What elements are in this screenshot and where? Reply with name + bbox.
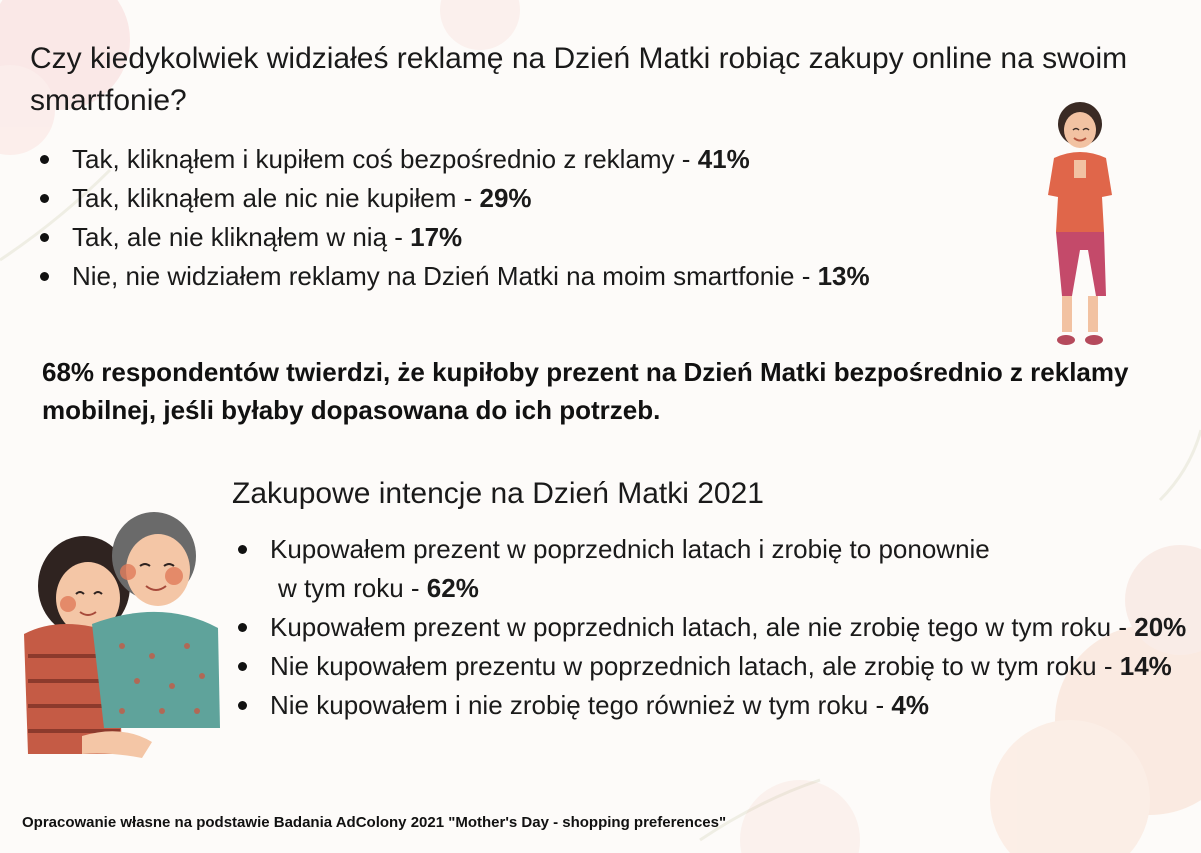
item-percentage: 41% — [697, 144, 750, 174]
source-note: Opracowanie własne na podstawie Badania AdColony 2021 "Mother's Day - shopping preferences" — [22, 814, 727, 831]
bullet-icon — [40, 194, 49, 203]
item-percentage: 29% — [479, 183, 532, 213]
item-percentage: 4% — [891, 690, 929, 720]
bullet-icon — [40, 155, 49, 164]
intention-item — [270, 647, 1190, 686]
intentions-list — [270, 530, 1190, 725]
intention-item — [270, 530, 1190, 608]
item-text: Tak, kliknąłem ale nic nie kupiłem - — [72, 183, 480, 213]
item-percentage: 62% — [426, 573, 479, 603]
item-percentage: 14% — [1119, 651, 1172, 681]
intention-item — [270, 686, 1190, 725]
survey-answer — [72, 140, 1032, 179]
survey-answer — [72, 218, 1032, 257]
bullet-icon — [238, 545, 247, 554]
bullet-icon — [238, 623, 247, 632]
survey-answer-list — [72, 140, 1032, 296]
item-text: Kupowałem prezent w poprzednich latach i zrobię to ponownie — [270, 534, 990, 564]
item-percentage: 20% — [1134, 612, 1187, 642]
item-percentage: 17% — [410, 222, 463, 252]
item-text: Tak, kliknąłem i kupiłem coś bezpośrednio z reklamy - — [72, 144, 698, 174]
bullet-icon — [40, 233, 49, 242]
survey-answer — [72, 257, 1032, 296]
woman-illustration — [1040, 100, 1120, 358]
item-text: Tak, ale nie kliknąłem w nią - — [72, 222, 411, 252]
item-text-continued: w tym roku - — [278, 573, 427, 603]
intention-item — [270, 608, 1190, 647]
bullet-icon — [238, 701, 247, 710]
item-text: Nie kupowałem prezentu w poprzednich latach, ale zrobię to w tym roku - — [270, 651, 1120, 681]
survey-answer — [72, 179, 1032, 218]
mother-daughter-hug-illustration — [22, 506, 222, 762]
intentions-title: Zakupowe intencje na Dzień Matki 2021 — [232, 477, 764, 510]
item-text: Nie kupowałem i nie zrobię tego również w tym roku - — [270, 690, 892, 720]
bullet-icon — [40, 272, 49, 281]
bullet-icon — [238, 662, 247, 671]
survey-question: Czy kiedykolwiek widziałeś reklamę na Dzień Matki robiąc zakupy online na swoim smartfonie? — [30, 42, 1128, 117]
item-text: Kupowałem prezent w poprzednich latach, ale nie zrobię tego w tym roku - — [270, 612, 1135, 642]
key-statement: 68% respondentów twierdzi, że kupiłoby prezent na Dzień Matki bezpośrednio z reklamy mobilnej, jeśli byłaby dopasowana do ich potrzeb. — [42, 357, 1129, 425]
item-percentage: 13% — [817, 261, 870, 291]
item-text: Nie, nie widziałem reklamy na Dzień Matki na moim smartfonie - — [72, 261, 818, 291]
